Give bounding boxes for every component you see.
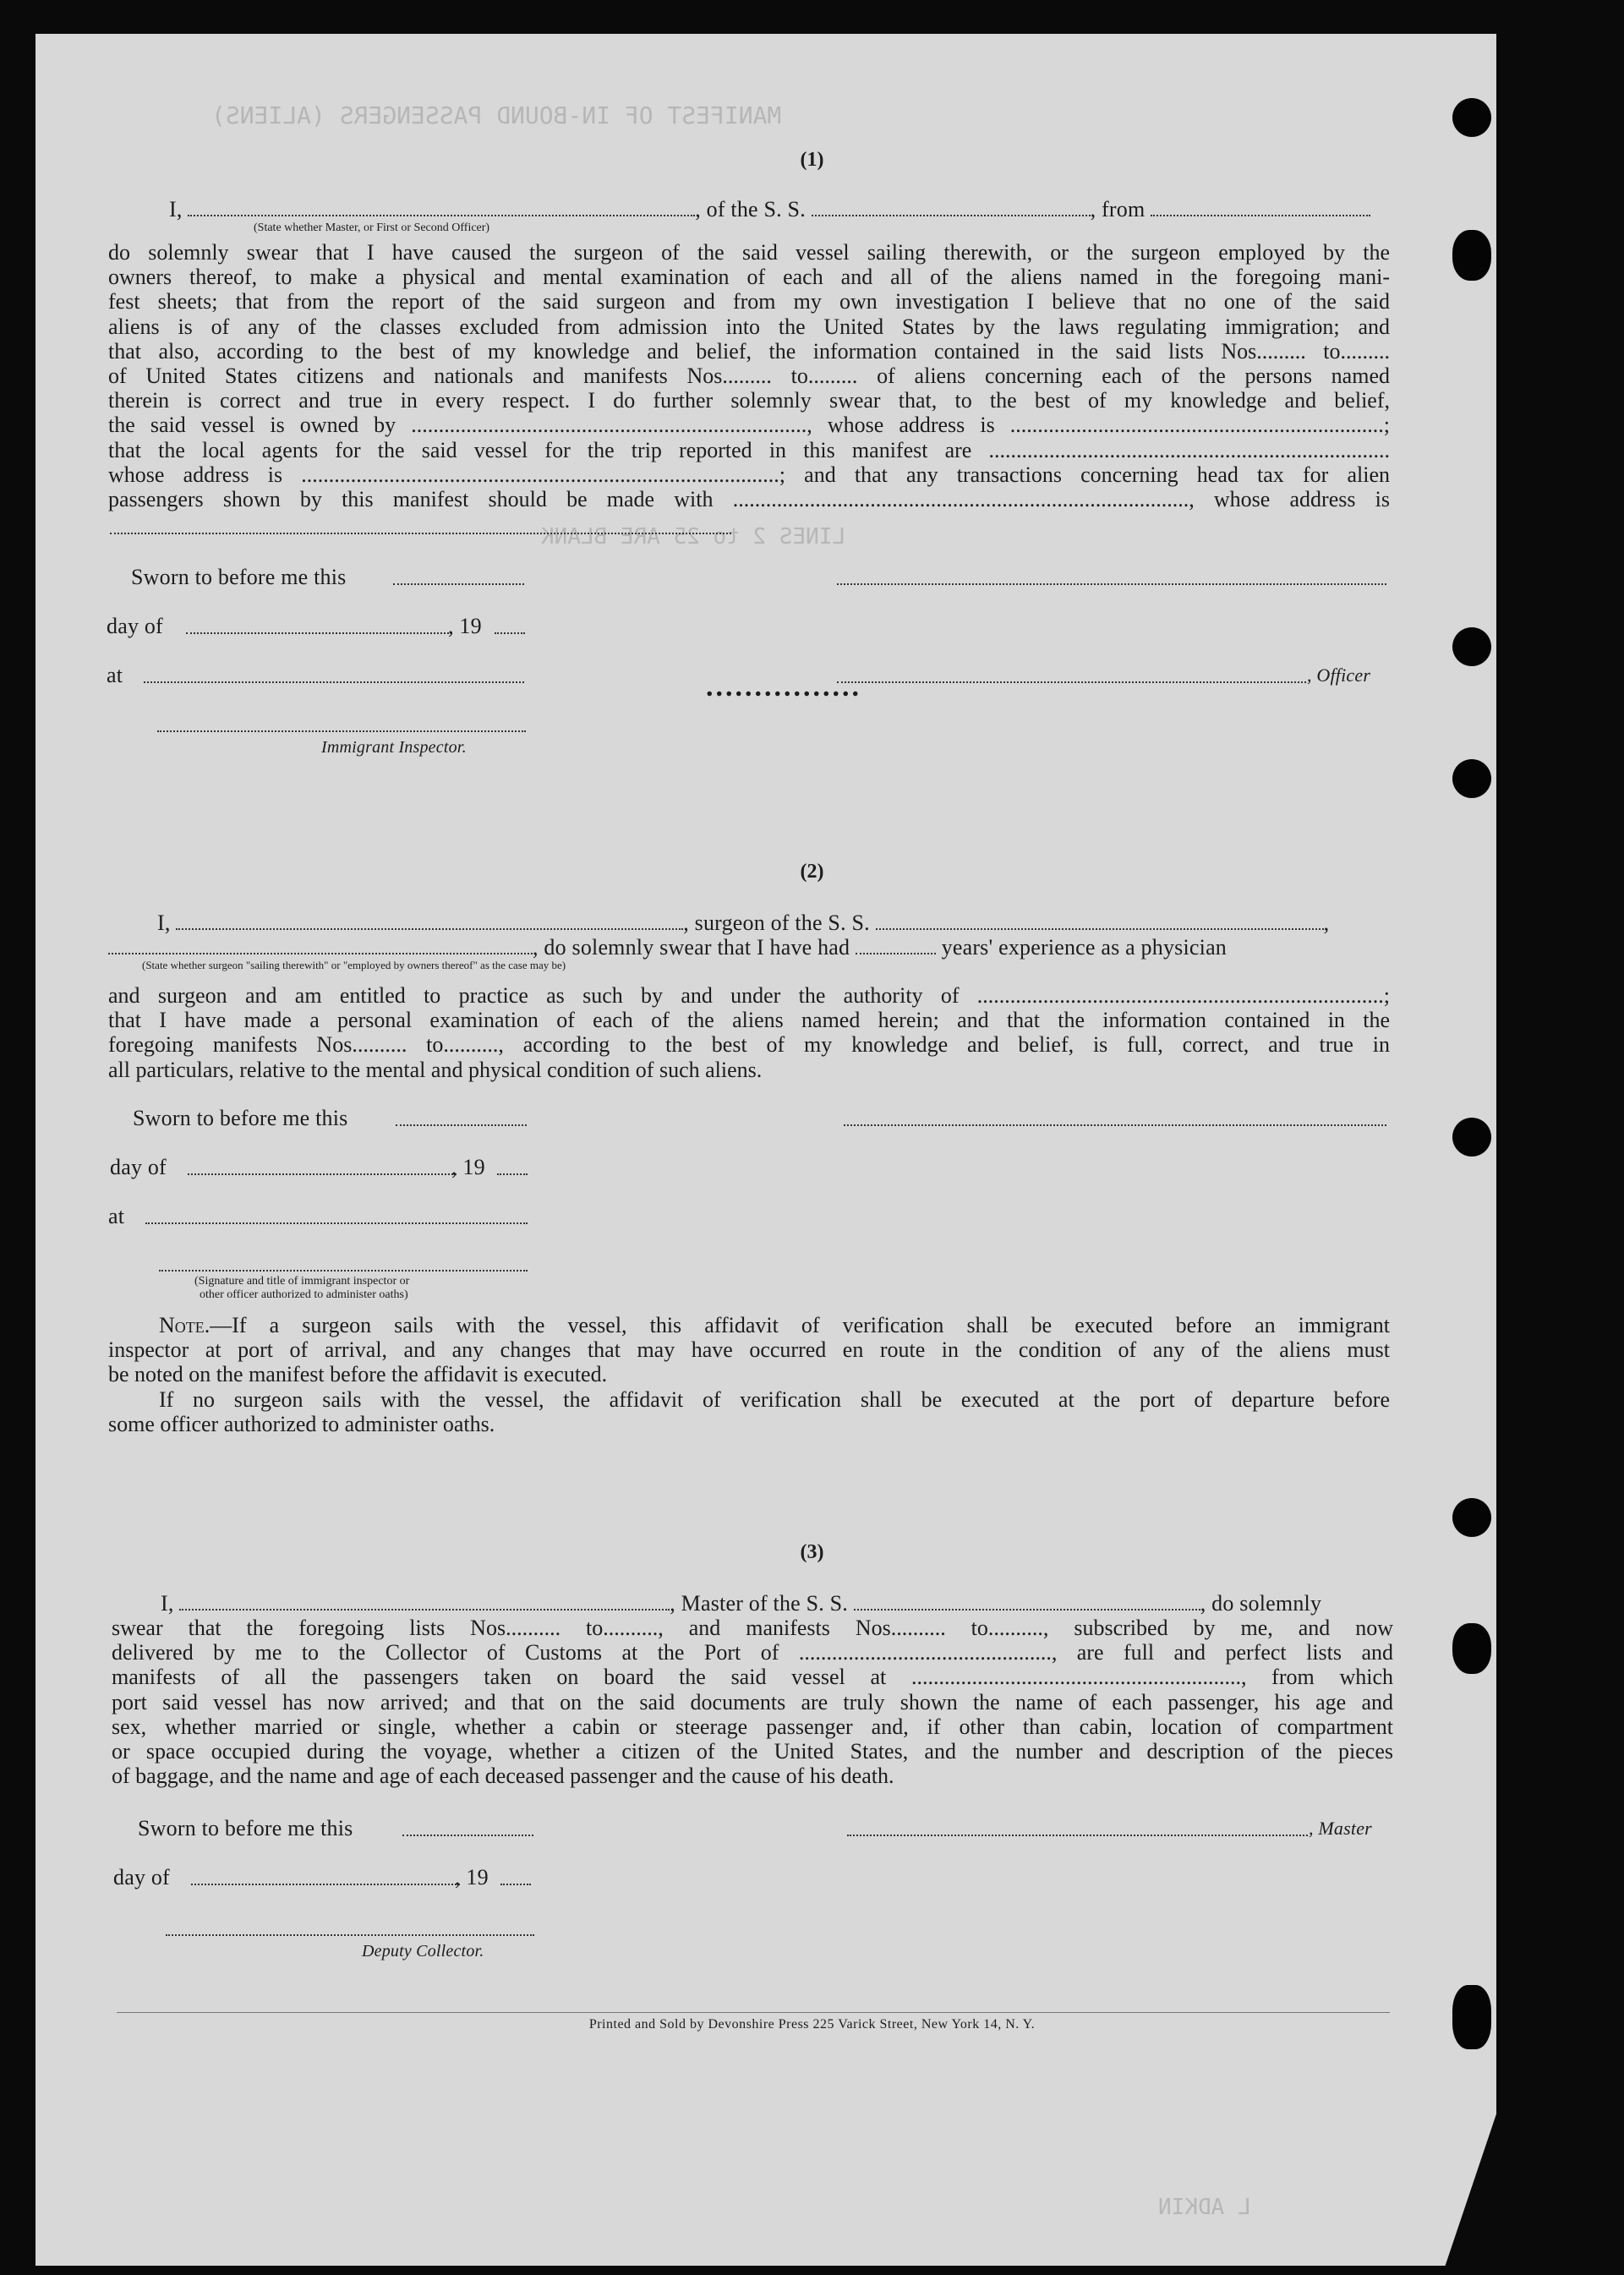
binder-hole-icon [1452, 627, 1491, 666]
day-of-field[interactable] [188, 1173, 457, 1175]
sworn-text: Sworn to before me this [131, 565, 347, 589]
officer-title-field[interactable] [188, 198, 695, 216]
signature-caption: (Signature and title of immigrant inspector or [194, 1275, 410, 1288]
binder-hole-icon [1452, 98, 1491, 137]
sworn-date-field[interactable] [393, 583, 524, 585]
from-text: , from [1090, 197, 1146, 221]
intro-i-text: I, [157, 911, 171, 935]
note-label: Note. [159, 1313, 211, 1337]
sworn-date-field[interactable] [402, 1835, 533, 1836]
years-experience-field[interactable] [856, 936, 936, 954]
body-line: whose address is .......................................................................................; and that any transactions concerning head tax for alien [108, 462, 1390, 487]
body-line: passengers shown by this manifest should be made with ..................................................................................., whose address is [108, 486, 1390, 511]
officer-signature-field[interactable] [837, 583, 1386, 585]
body-line: that I have made a personal examination of each of the aliens named herein; and that the information contained in the [108, 1008, 1390, 1033]
years-experience-text: years' experience as a physician [941, 935, 1228, 960]
surgeon-status-field[interactable] [108, 936, 533, 954]
officer-dots: ................ [706, 671, 861, 703]
surgeon-signature-field[interactable] [844, 1124, 1386, 1126]
note-line [108, 1313, 1390, 1337]
sworn-date-field[interactable] [396, 1124, 527, 1126]
port-from-field[interactable] [1151, 198, 1370, 216]
surgeon-of-ss-text: , surgeon of the S. S. [683, 911, 870, 935]
day-of-text: day of [113, 1865, 170, 1889]
master-label: , Master [1309, 1818, 1372, 1839]
intro-i-text: I, [161, 1591, 174, 1616]
body-line: or space occupied during the voyage, whether a citizen of the United States, and the number and description of the pieces [112, 1738, 1393, 1764]
body-line: manifests of all the passengers taken on board the said vessel at ............................................................, from which [112, 1665, 1393, 1690]
body-line: aliens is of any of the classes excluded from admission into the United States by the laws regulating immigration; and [108, 314, 1390, 339]
footer-rule [117, 2012, 1390, 2013]
body-line: the said vessel is owned by ........................................................................, whose address is ....................................................................; [108, 413, 1390, 438]
body-line: foregoing manifests Nos.......... to.........., according to the best of my knowledge and belief, is full, correct, and true in [108, 1032, 1390, 1058]
note-paragraph [108, 1313, 1390, 1436]
intro-i-text: I, [169, 197, 183, 221]
binder-hole-icon [1452, 1498, 1491, 1537]
note-line: inspector at port of arrival, and any changes that may have occurred en route in the condition of any of the aliens must [108, 1337, 1390, 1363]
day-of-field[interactable] [186, 632, 452, 634]
master-name-field[interactable] [179, 1592, 670, 1611]
section-1-number: (1) [800, 149, 824, 171]
body-line: of United States citizens and nationals and manifests Nos......... to......... of aliens concerning each of the persons named [108, 363, 1390, 388]
witness-signature-field[interactable] [159, 1270, 528, 1271]
master-signature-field[interactable] [847, 1835, 1308, 1836]
year-field[interactable] [495, 632, 525, 634]
body-line: that also, according to the best of my knowledge and belief, the information contained in the said lists Nos......... to......... [108, 338, 1390, 364]
bleed-through-text: LINES 2 to 25 ARE BLANK [541, 524, 846, 550]
section-1-body [108, 240, 1390, 511]
at-text: at [108, 1204, 125, 1228]
section-3-intro-line [161, 1591, 1321, 1616]
year-field[interactable] [497, 1173, 528, 1175]
day-of-field[interactable] [191, 1884, 460, 1885]
section-2-intro-line: I, , surgeon of the S. S. , [157, 911, 1330, 935]
ship-name-field[interactable] [812, 198, 1091, 216]
inspector-label: Immigrant Inspector. [321, 738, 467, 757]
at-field[interactable] [145, 1222, 528, 1224]
year-field[interactable] [500, 1884, 531, 1885]
section-2-body [108, 983, 1390, 1082]
body-line: that the local agents for the said vessel for the trip reported in this manifest are ......................................................................... [108, 437, 1390, 462]
body-line: therein is correct and true in every respect. I do further solemnly swear that, to the best of my knowledge and belief, [108, 388, 1390, 413]
body-line: swear that the foregoing lists Nos.......... to.........., and manifests Nos.......... to.........., subscribed by me, and now [112, 1616, 1393, 1640]
day-of-text: day of [110, 1155, 167, 1179]
at-text: at [107, 663, 123, 687]
day-of-text: day of [107, 614, 163, 638]
body-line: fest sheets; that from the report of the said surgeon and from my own investigation I believe that no one of the said [108, 289, 1390, 314]
surgeon-status-caption: (State whether surgeon "sailing therewith" or "employed by owners thereof" as the case may be) [142, 959, 566, 971]
binder-hole-icon [1452, 1118, 1491, 1157]
body-line: port said vessel has now arrived; and that on the said documents are truly shown the name of each passenger, his age and [112, 1689, 1393, 1714]
surgeon-name-field[interactable] [176, 911, 683, 930]
do-solemnly-text: , do solemnly swear that I have had [533, 935, 850, 960]
section-2-line-2 [108, 935, 1227, 960]
inspector-signature-field[interactable] [157, 730, 526, 732]
signature-caption: other officer authorized to administer oaths) [200, 1288, 408, 1301]
of-ss-text: , of the S. S. [695, 197, 806, 221]
section-1-intro-line [169, 197, 1370, 221]
body-line: sex, whether married or single, whether a cabin or steerage passenger and, if other than cabin, location of compartment [112, 1714, 1393, 1739]
ship-name-field[interactable] [876, 911, 1324, 930]
address-field[interactable] [110, 533, 731, 534]
binder-hole-icon [1452, 759, 1491, 798]
sworn-text: Sworn to before me this [138, 1816, 353, 1840]
bleed-through-text: L ADKIN [1158, 2195, 1251, 2220]
officer-label: , Officer [1307, 664, 1371, 686]
deputy-signature-field[interactable] [166, 1934, 534, 1936]
section-3-number: (3) [800, 1541, 824, 1563]
body-line: do solemnly swear that I have caused the surgeon of the said vessel sailing therewith, or the surgeon employed by the [108, 240, 1390, 265]
officer-name-field[interactable] [837, 681, 1306, 683]
year-text: , 19 [455, 1865, 489, 1889]
year-text: , 19 [451, 1155, 485, 1179]
ship-name-field[interactable] [854, 1592, 1200, 1611]
body-line: and surgeon and am entitled to practice as such by and under the authority of ..........................................................................; [108, 983, 1390, 1008]
note-line: some officer authorized to administer oaths. [108, 1411, 495, 1436]
body-line: owners thereof, to make a physical and mental examination of each and all of the aliens named in the foregoing mani- [108, 265, 1390, 290]
binder-hole-icon [1452, 230, 1491, 281]
bleed-through-text: MANIFEST OF IN-BOUND PASSENGERS (ALIENS) [211, 101, 782, 129]
officer-title-caption: (State whether Master, or First or Second Officer) [254, 221, 490, 234]
binder-hole-icon [1452, 1623, 1491, 1674]
deputy-label: Deputy Collector. [362, 1942, 484, 1961]
section-2-number: (2) [800, 861, 824, 883]
printer-imprint: Printed and Sold by Devonshire Press 225 Varick Street, New York 14, N. Y. [588, 2017, 1036, 2032]
master-of-ss-text: , Master of the S. S. [670, 1591, 849, 1616]
note-line: If no surgeon sails with the vessel, the affidavit of verification shall be executed at the port of departure before [159, 1386, 1390, 1412]
at-field[interactable] [144, 681, 524, 683]
do-solemnly-text: , do solemnly [1200, 1591, 1322, 1616]
sworn-text: Sworn to before me this [133, 1106, 348, 1130]
body-line: delivered by me to the Collector of Customs at the Port of .............................................., are full and perfect lists and [112, 1640, 1393, 1665]
note-line: be noted on the manifest before the affidavit is executed. [108, 1362, 608, 1387]
year-text: , 19 [448, 614, 482, 638]
note-text: —If a surgeon sails with the vessel, this affidavit of verification shall be executed before an immigrant [210, 1313, 1390, 1337]
body-line: all particulars, relative to the mental and physical condition of such aliens. [108, 1057, 763, 1082]
section-3-body [112, 1616, 1393, 1788]
body-line: of baggage, and the name and age of each deceased passenger and the cause of his death. [112, 1764, 894, 1789]
